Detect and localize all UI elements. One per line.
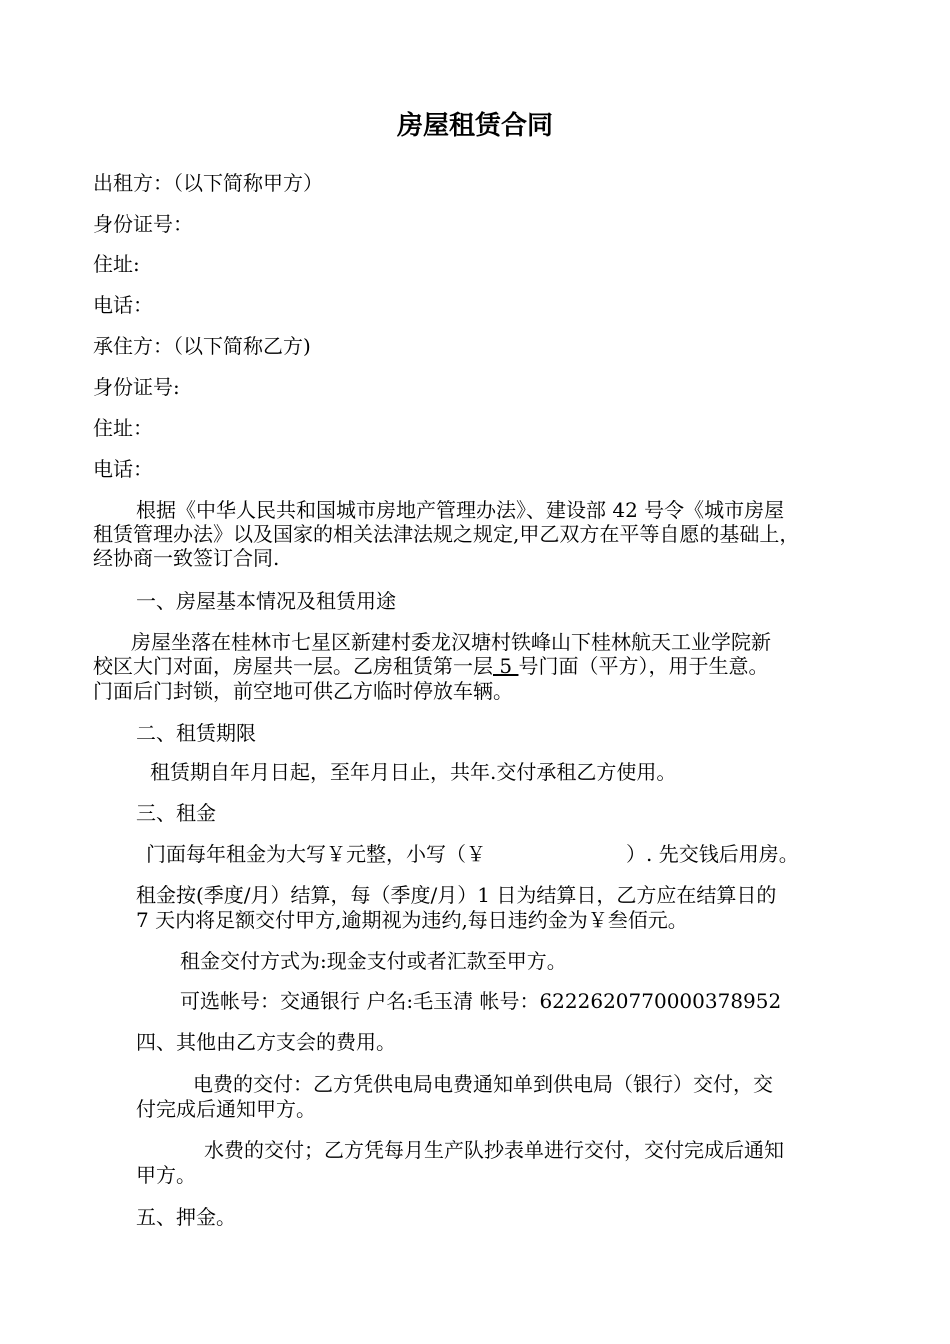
- lessee-label: 承住方：（以下简称乙方): [93, 334, 311, 358]
- lessor-phone-label: 电话：: [93, 293, 153, 317]
- preamble-line-2: 租赁管理办法》以及国家的相关法津法规之规定,甲乙双方在平等自愿的基础上，: [93, 522, 800, 546]
- section1-line-2-start: 校区大门对面，房屋共一层。乙房租赁第一层: [93, 654, 493, 678]
- settlement-line-2: 7 天内将足额交付甲方,逾期视为违约,每日违约金为￥叁佰元。: [136, 908, 688, 932]
- preamble-line-3: 经协商一致签订合同.: [93, 546, 280, 570]
- water-line-1: 水费的交付；乙方凭每月生产队抄表单进行交付，交付完成后通知: [204, 1138, 784, 1162]
- bank-account-line: 可选帐号：交通银行 户名:毛玉清 帐号：6222620770000378952: [180, 989, 782, 1013]
- section2-heading: 二、租赁期限: [136, 721, 256, 745]
- section4-heading: 四、其他由乙方支会的费用。: [136, 1030, 396, 1054]
- document-title: 房屋租赁合同: [396, 111, 553, 141]
- section1-line-1: 房屋坐落在桂林市七星区新建村委龙汉塘村铁峰山下桂林航天工业学院新: [131, 630, 771, 654]
- electric-line-1: 电费的交付：乙方凭供电局电费通知单到供电局（银行）交付，交: [193, 1072, 773, 1096]
- lessee-address-label: 住址：: [93, 416, 153, 440]
- section1-line-3: 门面后门封锁，前空地可供乙方临时停放车辆。: [93, 679, 513, 703]
- water-line-2: 甲方。: [136, 1163, 196, 1187]
- lease-term-text: 租赁期自年月日起，至年月日止，共年.交付承租乙方使用。: [150, 760, 677, 784]
- payment-method: 租金交付方式为:现金支付或者汇款至甲方。: [180, 949, 567, 973]
- rent-amount-line: [146, 841, 799, 867]
- section5-heading: 五、押金。: [136, 1205, 236, 1229]
- electric-line-2: 付完成后通知甲方。: [136, 1097, 316, 1121]
- section1-heading: 一、房屋基本情况及租赁用途: [136, 589, 396, 613]
- rent-amount-end: ）. 先交钱后用房。: [626, 842, 799, 866]
- lessee-phone-label: 电话：: [93, 457, 153, 481]
- unit-number: 5: [493, 654, 519, 678]
- rent-amount-start: 门面每年租金为大写￥元整，小写（￥: [146, 842, 486, 866]
- settlement-line-1: 租金按(季度/月）结算，每（季度/月）1 日为结算日，乙方应在结算日的: [136, 883, 777, 907]
- lessor-label: 出租方：（以下简称甲方）: [93, 171, 323, 195]
- section1-line-2-end: 号门面（平方），用于生意。: [518, 654, 769, 678]
- lessor-address-label: 住址:: [93, 252, 140, 276]
- section3-heading: 三、租金: [136, 801, 216, 825]
- lessee-id-label: 身份证号:: [93, 375, 180, 399]
- preamble-line-1: 根据《中华人民共和国城市房地产管理办法》、建设部 42 号令《城市房屋: [136, 498, 785, 522]
- section1-line-2: [93, 653, 768, 679]
- lessor-id-label: 身份证号：: [93, 212, 193, 236]
